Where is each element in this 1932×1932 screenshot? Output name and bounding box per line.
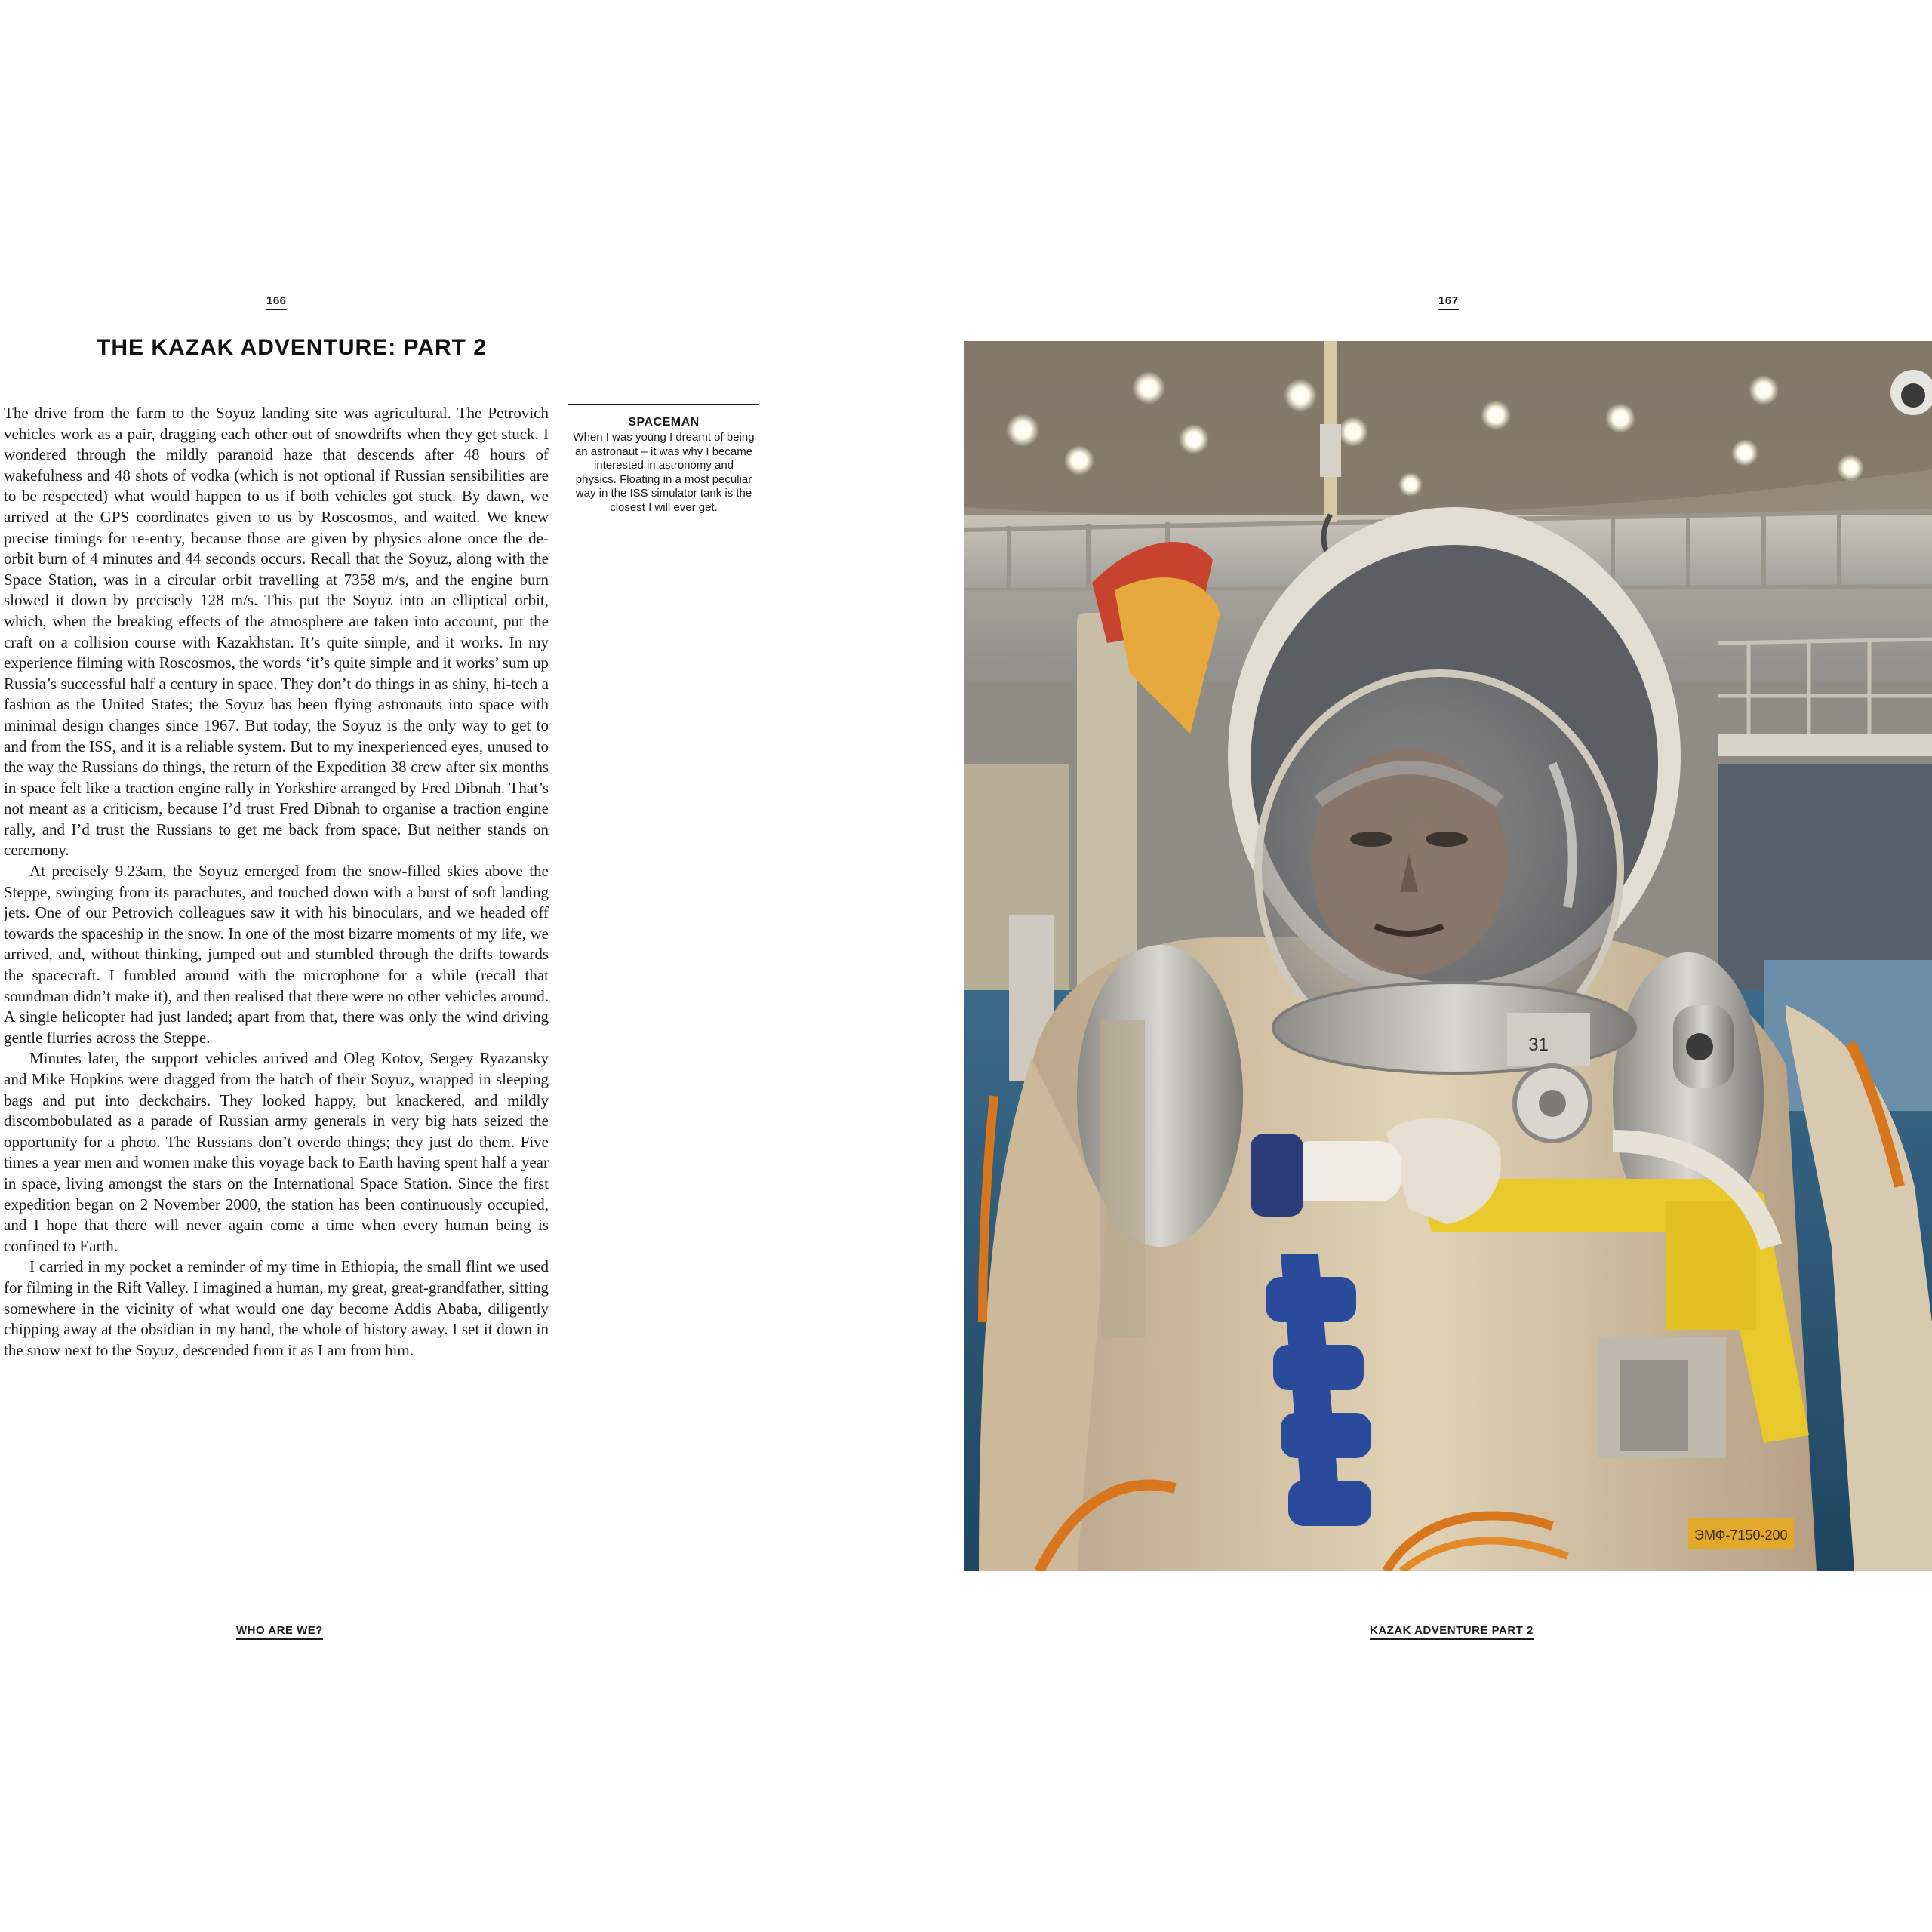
cosmonaut-photo xyxy=(964,341,1932,1571)
label-plate-text: ЭМФ-7150-200 xyxy=(1694,1527,1788,1543)
body-paragraph: I carried in my pocket a reminder of my time in Ethiopia, the small flint we used for filming in the Rift Valley. I imagined a human, my great, great-grandfather, sitting somewhere in the vicinity of what would one day become Addis Ababa, diligently chipping away at the obsidian in my hand, the whole of history away. I set it down in the snow next to the Soyuz, descended from it as I am from him. xyxy=(4,1257,549,1359)
body-paragraph: Minutes later, the support vehicles arrived and Oleg Kotov, Sergey Ryazansky and Mike Hopkins were dragged from the hatch of their Soyuz, wrapped in sleeping bags and put into deckchairs. They looked happy, but knackered, and mildly discombobulated as a parade of Russian army generals in very big hats seized the opportunity for a photo. The Russians don’t overdo things; they just do them. Five times a year men and women make this voyage back to Earth having spent half a year in space, living amongst the stars on the International Space Station. Since the first expedition began on 2 November 2000, the station has been continuously occupied, and I hope that there will never again come a time when every human being is confined to Earth. xyxy=(4,1049,549,1255)
suit-number: 31 xyxy=(1528,1035,1549,1055)
sidebar-caption: When I was young I dreamt of being an astronaut – it was why I became interested in astronomy and physics. Floating in a most peculiar way in the ISS simulator tank is the closest I will ever get. xyxy=(573,431,755,514)
running-foot-right: KAZAK ADVENTURE PART 2 xyxy=(1370,1624,1534,1640)
article-title: THE KAZAK ADVENTURE: PART 2 xyxy=(97,335,488,360)
page-number-right: 167 xyxy=(1438,294,1459,310)
running-foot-left: WHO ARE WE? xyxy=(236,1624,323,1640)
body-paragraph: At precisely 9.23am, the Soyuz emerged from the snow-filled skies above the Steppe, swinging from its parachutes, and touched down with a burst of soft landing jets. One of our Petrovich colleagues saw it with his binoculars, and we headed off towards the spaceship in the snow. In one of the most bizarre moments of my life, we arrived, and, without thinking, jumped out and stumbled through the drifts towards the spacecraft. I fumbled around with the microphone for a while (recall that soundman didn’t make it), and then realised that there were no other vehicles around. A single helicopter had just landed; apart from that, there was only the wind driving gentle flurries across the Steppe. xyxy=(4,862,549,1047)
sidebar-caption-box xyxy=(568,404,759,515)
page-number-left: 166 xyxy=(266,294,287,310)
sidebar-heading: SPACEMAN xyxy=(628,416,700,429)
body-paragraph: The drive from the farm to the Soyuz landing site was agricultural. The Petrovich vehicles work as a pair, dragging each other out of snowdrifts when they get stuck. I wondered through the mildly paranoid haze that descends after 48 hours of wakefulness and 48 shots of vodka (which is not optional if Russian sensibilities are to be respected) what would happen to us if both vehicles got stuck. By dawn, we arrived at the GPS coordinates given to us by Roscosmos, and waited. We knew precise timings for re-entry, because those are given by physics alone once the de-orbit burn of 4 minutes and 44 seconds occurs. Recall that the Soyuz, along with the Space Station, was in a circular orbit travelling at 7358 m/s, and the engine burn slowed it down by precisely 128 m/s. This put the Soyuz into an elliptical orbit, which, when the breaking effects of the atmosphere are taken into account, put the craft on a collision course with Kazakhstan. It’s quite simple, and it works. In my experience filming with Roscosmos, the words ‘it’s quite simple and it works’ sum up Russia’s successful half a century in space. They don’t do things in as shiny, hi-tech a fashion as the United States; the Soyuz has been flying astronauts into space with minimal design changes since 1967. But today, the Soyuz is the only way to get to and from the ISS, and it is a reliable system. But to my inexperienced eyes, unused to the way the Russians do things, the return of the Expedition 38 crew after six months in space felt like a traction engine rally in Yorkshire arranged by Fred Dibnah. That’s not meant as a criticism, because I’d trust Fred Dibnah to organise a traction engine rally, and I’d trust the Russians to get me back from space. But neither stands on ceremony. xyxy=(4,404,549,860)
body-text xyxy=(4,403,549,1497)
cosmonaut-face xyxy=(1311,749,1507,975)
